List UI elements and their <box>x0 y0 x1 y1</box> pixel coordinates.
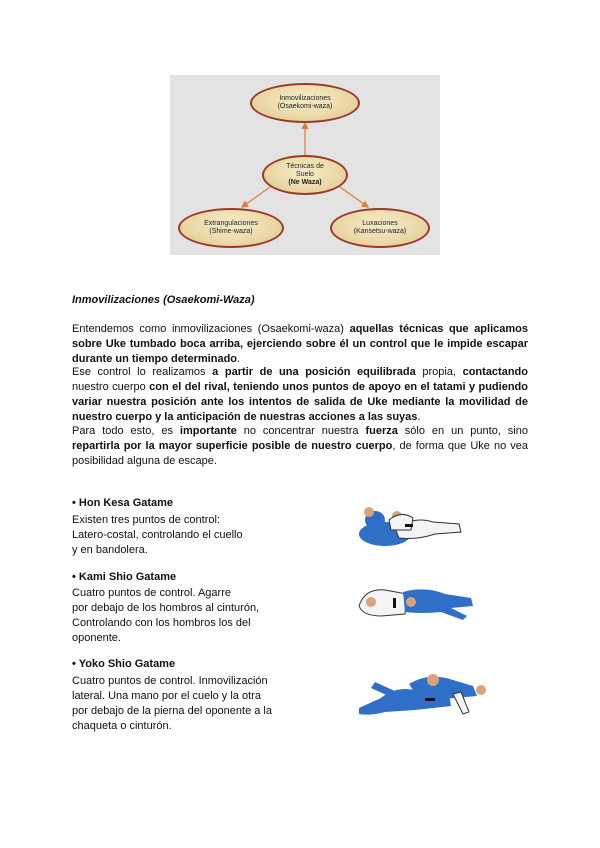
technique-line: Controlando con los hombros los del <box>72 617 251 629</box>
paragraph-force <box>72 424 528 469</box>
p2-text-a: Ese control lo realizamos <box>72 366 213 378</box>
p3-text-c: no concentrar nuestra <box>236 425 366 437</box>
technique-title-kami-shio: • Kami Shio Gatame <box>72 571 177 583</box>
node-top-line2: (Osaekomi-waza) <box>277 103 333 110</box>
arrow-to-left <box>242 187 270 207</box>
p3-text-f: repartirla por la mayor superficie posible de nuestro cuerpo <box>72 440 393 452</box>
p2-text-e: nuestro cuerpo <box>72 381 150 393</box>
node-center-line3: (Ne Waza) <box>288 179 322 186</box>
node-right-line1: Luxaciones <box>362 220 398 227</box>
node-ne-waza <box>262 155 348 195</box>
node-extrangulaciones <box>178 208 284 248</box>
technique-line: por debajo de la pierna del oponente a la <box>72 705 272 717</box>
node-center-line2: Suelo <box>296 171 314 178</box>
technique-title-yoko-shio: • Yoko Shio Gatame <box>72 658 176 670</box>
p1-text-a: Entendemos como inmovilizaciones (Osaekomi-waza) <box>72 323 350 335</box>
technique-line: chaqueta o cinturón. <box>72 720 172 732</box>
technique-line: y en bandolera. <box>72 544 148 556</box>
node-inmovilizaciones <box>250 83 360 123</box>
arrow-to-right <box>340 187 368 207</box>
p2-text-f: con el del rival, teniendo unos puntos de apoyo en el tatami y pudiendo variar nuestra posición ante los intentos de salida de Uke mediante la movilidad de nuestro cuerpo y la anticipación de nuestras acciones a las suyas <box>72 381 528 423</box>
ne-waza-diagram <box>170 75 440 255</box>
node-top-line1: Inmovilizaciones <box>279 95 331 102</box>
technique-line: oponente. <box>72 632 121 644</box>
p3-text-g: , de forma que Uke no vea posibilidad alguna de escape. <box>72 440 528 467</box>
node-left-line2: (Shime-waza) <box>209 228 253 235</box>
p3-text-d: fuerza <box>365 425 398 437</box>
p1-text-c: . <box>237 353 241 365</box>
technique-line: lateral. Una mano por el cuelo y la otra <box>72 690 261 702</box>
judo-illustration-kami-shio <box>355 580 480 622</box>
technique-title-hon-kesa: • Hon Kesa Gatame <box>72 497 174 509</box>
judo-illustration-yoko-shio <box>355 668 490 720</box>
p2-text-b: a partir de una posición equilibrada <box>212 366 416 378</box>
p2-text-c: propia, <box>415 366 463 378</box>
technique-line: Cuatro puntos de control. Agarre <box>72 587 231 599</box>
node-luxaciones <box>330 208 430 248</box>
paragraph-control <box>72 365 528 425</box>
paragraph-definition <box>72 322 528 367</box>
node-right-line2: (Kansetsu-waza) <box>353 228 407 235</box>
section-title: Inmovilizaciones (Osaekomi-Waza) <box>72 294 255 306</box>
technique-line: Latero-costal, controlando el cuello <box>72 529 243 541</box>
node-center-line1: Técnicas de <box>286 163 324 170</box>
p3-text-a: Para todo esto, es <box>72 425 180 437</box>
p2-text-d: contactando <box>462 366 528 378</box>
p3-text-e: sólo en un punto, sino <box>397 425 528 437</box>
p3-text-b: importante <box>179 425 237 437</box>
technique-line: por debajo de los hombros al cinturón, <box>72 602 260 614</box>
node-left-line1: Extrangulaciones <box>204 220 258 227</box>
technique-line: Existen tres puntos de control: <box>72 514 220 526</box>
p1-text-b: aquellas técnicas que aplicamos sobre Uke tumbado boca arriba, ejerciendo sobre él un control que le impide escapar durante un tiempo determinado <box>72 323 528 365</box>
judo-illustration-hon-kesa <box>355 498 470 550</box>
technique-line: Cuatro puntos de control. Inmovilización <box>72 675 268 687</box>
p2-text-g: . <box>417 411 421 423</box>
